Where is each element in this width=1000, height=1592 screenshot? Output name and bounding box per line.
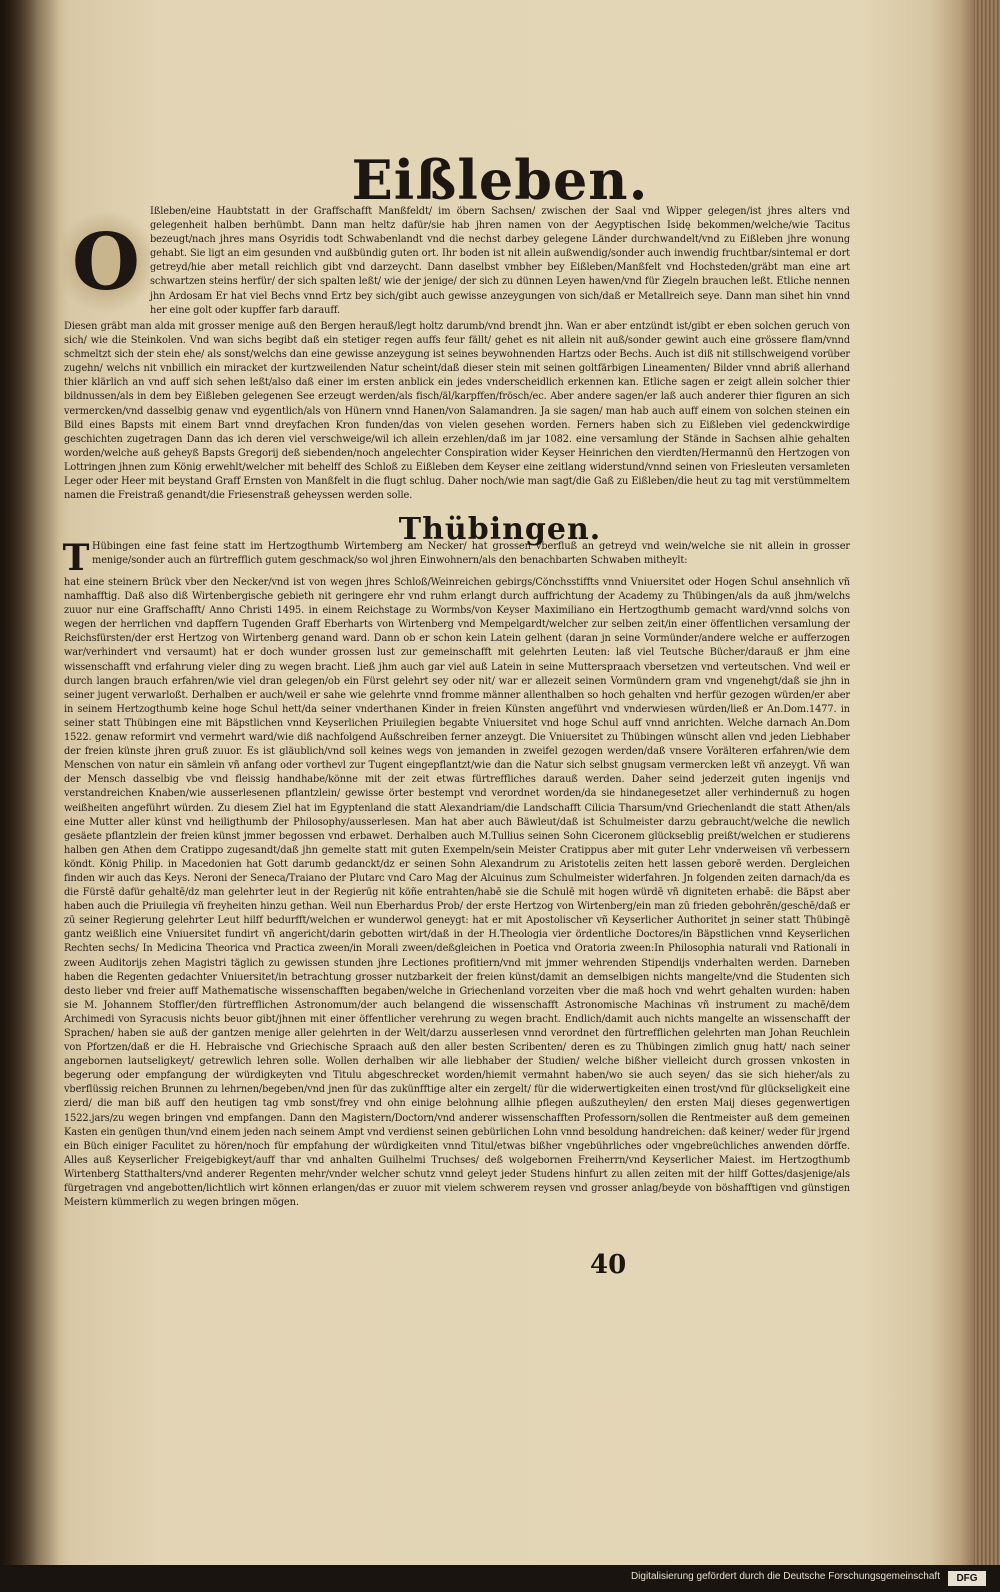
tuebingen-body-paragraph: hat eine steinern Brück vber den Necker/vnd ist von wegen jhres Schloß/Weinreichen gebirgs/Cönchsstiffts vnnd Vniuersitet oder Hogen Schul ansehnlich vñ namhafftig. Daß also diß Wirtenbergische gebieth nit geringere ehr vnd ruhm erlangt durch auffrichtung der Academy zu Thübingen/als da auß jhm/welchs zuuor nur eine Graffschafft/ Anno Christi 1495. in einem Reichstage zu Wormbs/von Keyser Maximiliano ein Hertzogthumb gemacht ward/vnnd solchs von wegen der herrlichen vnd dapffern Tugenden Graff Eberharts von Wirtenberg vnd Mempelgardt/welcher zur selben zeit/in einer öffentlichen versamlung der Reichsfürsten/der erst Hertzog von Wirtenberg genand ward. Dann ob er schon kein Latein gelhent (daran jn seine Vormünder/andere welche er aufferzogen war/verhindert vnd versaumt) hat er doch wunder grossen lust zur gemeinschafft mit gelehrten Leuten: laß viel Teutsche Bücher/darauß er jhm eine wissenschafft vnd erfahrung vieler ding zu wegen bracht. Ließ jhm auch gar viel auß Latein in seine Mutterspraach vbersetzen vnd verteutschen. Vnd weil er durch langen brauch erfahren/wie viel dran gelegen/ob ein Fürst gelehrt sey oder nit/ war er allezeit seinen Vormündern gram vnd vngenehgt/daß sie jhn in seiner jugent verwarloßt. Derhalben er auch/weil er sahe wie gelehrte vnnd fromme männer allenthalben so hoch gehalten vnd herfür gezogen würden/er aber in seinem Hertzogthumb keine hoge Schul hett/da seiner vnderthanen Kinder in freien Künsten angeführt vnd vnderwiesen würden/ließ er An.Dom.1477. in seiner statt Thübingen eine mit Bäpstlichen vnnd Keyserlichen Priuilegien begabte Vniuersitet vnd hoge Schul auff vnnd anrichten. Welche darnach An.Dom 1522. genaw reformirt vnd vermehrt ward/wie diß nachfolgend Außschreiben ferner anzeygt. Die Vniuersitet zu Thübingen wünscht allen vnd jeden Liebhaber der freien künste jhren gruß zuuor. Es ist gläublich/vnd soll keines wegs von jemanden in zweifel gezogen werden/daß vnsere Vorälteren erfahren/wie dem Menschen von natur ein sämlein vñ anfang oder vorthevl zur Tugent eingepflantzt/wie dan die Natur sich selbst gnugsam vermercken leßt vñ anzeygt. Vñ wan der Mensch dasselbig vbe vnd fleissig handhabe/könne mit der zeit etwas fürtreffliches darauß werden. Daher seind jederzeit guten ingenijs vnd verstandreichen Knaben/wie ausserlesenen pflantzlein/ gewisse örter bestempt vnd verordnet worden/da sie hindanegesetzet aller verhindernuß zu hogen weißheiten angeführt würden. Zu diesem Ziel hat im Egyptenland die statt Alexandriam/die Landschafft Cilicia Tharsum/vnd Griechenlandt die statt Athen/als eine Mutter aller künst vnd heiligthumb der Philosophy/ausserlesen. Man hat aber auch Bäwleut/daß ist Schulmeister darzu gebraucht/welche die newlich gesäete pflantzlein der freien künst jmmer begossen vnd erbawet. Derhalben auch M.Tullius seinen Sohn Ciceronem glückseblig preißt/welchen er studierens halben gen Athen dem Cratippo zugesandt/daß jhn gemelte statt mit guten Exempeln/sein Meister Cratippus aber mit guter Lehr vnderweisen vñ verbessern köndt. König Philip. in Macedonien hat Gott darumb gedanckt/dz er seinen Sohn Alexandrum zu Aristotelis zeiten hett lassen geborē werden. Dergleichen finden wir auch das Keys. Neroni der Seneca/Traiano der Plutarc vnd Caro Mag der Alcuinus zum Schulmeister widerfahren. Jn folgenden zeiten darnach/da es die Fürstē dafür gehaltē/dz man gelehrter leut in der Regierūg nit köñe entrahten/habē sie die Schulē mit hogen würdē vñ digniteten erhabē: die Bäpst aber haben auch die Priuilegia vñ freyheiten hinzu gethan. Weil nun Eberhardus Prob/ der erste Hertzog von Wirtenberg/ein man zū frieden gebohrēn/geschē/daß er zū seiner Regierung gelehrter Leut hilff bedurfft/welchen er wunderwol geneygt: hat er mit Apostolischer vñ Keyserlicher Authoritet jn seiner statt Thübingē gantz weißlich eine Vniuersitet fundirt vñ angericht/darin gebotten wirt/daß in der H.Theologia vier ördentliche Doctores/in Bäpstlichen vnnd Keyserlichen Rechten sechs/ In Medicina Theorica vnd Practica zween/in Morali zween/deßgleichen in Poetica vnd Oratoria zween:In Philosophia naturali vnd Rationali in zween Auditorijs zehen Magistri täglich zu gewissen stunden jhre Lectiones profitiern/vnd mit jmmer wehrenden Stipendijs vnderhalten werden. Darneben haben die Regenten gedachter Vniuersitet/in betrachtung grosser nutzbarkeit der freien künst/damit an demselbigen nichts mangelte/vnd die Studenten sich desto lieber vnd freier auff Mathematische wissenschafften begaben/welche in Griechenland vorzeiten vber die maß hoch vnd wehrt gehalten wurden: haben sie M. Johannem Stoffler/den fürtrefflichen Astronomum/der auch belangend die wissenschafft Astronomische Machinas vñ instrument zu machē/dem Archimedi von Syracusis nichts beuor gibt/jhnen mit einer öffentlicher verehrung zu wegen bracht. Endlich/damit auch nichts mangelte an wissenschafft der Sprachen/ haben sie auß der gantzen menige aller gelehrten in der Welt/darzu ausserlesen vnnd verordnet den fürtrefflichen gelehrten man Johan Reuchlein von Pfortzen/daß er die H. Hebraische vnd Griechische Spraach auß den aller besten Scribenten/ deren es zu Thübingen zimlich gnug hatt/ nach seiner angebornen lautseligkeyt/ getrewlich lehren solle. Wollen derhalben wir alle liebhaber der Studien/ welche bißher vielleicht durch grossen vnkosten in begerung oder empfangung der würdigkeyten vnd Titulu abgeschrecket worden/hiemit vermahnt haben/wo sie auch seyen/ das sie sich hieher/als zu vberflüssig reichen Brunnen zu lehrnen/begeben/vnd jnen für das zukünfftige alter ein zergelt/ für die widerwertigkeiten einen trost/vnd für glückseligkeit eine zierd/ die man biß auff den heutigen tag vmb sonst/frey vnd ohn einige belohnung allhie pflegen außzutheylen/ den ersten Maij dieses gegenwertigen 1522.jars/zu wegen bringen vnd empfangen. Dann den Magistern/Doctorn/vnd anderer wissenschafften Professorn/sollen die Rentmeister auß dem gemeinen Kasten ein genügen thun/vnd einem jeden nach seinem Ampt vnd verdienst seinen gebürlichen Lohn vnnd besoldung handreichen: daß keiner/ weder für jrgend ein Büch einiger Faculitet zu hören/noch für empfahung der würdigkeiten vnnd Titul/etwas bißher vngebührliches oder vngebreüchliches anwenden dörffe. Alles auß Keyserlicher Freigebigkeyt/auff thar vnd anhalten Guilhelmi Truchses/ deß wolgebornen Freiherrn/vnd Keyserlicher Maiest. im Hertzogthumb Wirtenberg Statthalters/vnd anderer Regenten mehr/vnder welcher schutz vnnd geleyt jeder Studens hinfurt zu allen zeiten mit der hilff Gottes/dasjenige/als fürgetragen vnd angebotten/lichtlich wirt können erlangen/das er zuuor mit vielem schwerem reysen vnd grosser anlag/beyde von böshafftigen vnd günstigen Meistern kümmerlich zu wegen bringen mögen. bbox=[64, 577, 850, 1209]
heading-tuebingen: Thübingen. bbox=[398, 512, 602, 547]
decorated-initial-t: T bbox=[62, 537, 90, 579]
decorated-initial-o: O bbox=[62, 203, 150, 321]
page-edge bbox=[974, 0, 1000, 1565]
eisleben-body-paragraph: Diesen gräbt man alda mit grosser menige auß den Bergen herauß/legt holtz darumb/vnd brendt jhn. Wan er aber entzündt ist/gibt er eben solchen geruch von sich/ wie die Steinkolen. Vnd wan sichs begibt daß ein stetiger regen auffs feur fällt/ gehet es nit allein nit auß/sonder gewint auch eine grössere flam/vnnd schmeltzt sich der stein ehe/ als sonst/welchs dan eine gewisse anzeygung ist seines beywohnenden Hartzs oder Bechs. Auch ist diß nit stillschweigend vorüber zugehn/ welchs nit vnbillich ein miracket der kurtzweilenden Natur scheint/daß dieser stein mit seinen goltfärbigen Lineamenten/ Bilder vnnd abriß allerhand thier klärlich an vnd auff sich sehen leßt/also daß einer im ersten anblick ein jedes vnderscheidlich erkennen kan. Etliche sagen er zeigt allein solcher thier bildnussen/als in dem bey Eißleben gelegenen See erzeugt werden/als fisch/äl/karpffen/frösch/ec. Aber andere sagen/er laß auch anderer thier figuren an sich vermercken/vnd dasselbig genaw vnd eygentlich/als von Hünern vnnd Hanen/von Salamandren. Ja sie sagen/ man hab auch auff einem von solchen steinen ein Bild eines Bapsts mit einem Bart vnnd dreyfachen Kron funden/das von vielen gesehen worden. Ferners haben sich zu Eißleben viel gedenckwirdige geschichten zugetragen Dann das ich deren viel verschweige/wil ich allein erzehlen/daß im jar 1082. eine versamlung der Stände in Sachsen alhie gehalten worden/welche auß geheyß Bapsts Gregorij deß siebenden/noch angelechter Conspiration wider Keyser Heinrichen den vierdten/Hermannū den Hertzogen von Lottringen jhnen zum König erwehlt/welcher mit behelff des Schloß zu Eißleben dem Keyser eine zeitlang widerstund/vnnd seinen von Friesleuten versamleten Leger oder Heer mit beystand Graff Ernsten von Manßfelt in die flugt schlug. Daher noch/wie man sagt/die Gaß zu Eißleben/die heut zu tag mit verstümmeltem namen die Freistraß genandt/die Friesenstraß geheyssen werden solle. bbox=[64, 321, 850, 502]
gutter-shadow bbox=[0, 0, 60, 1565]
tuebingen-lead-paragraph: Hübingen eine fast feine statt im Hertzogthumb Wirtemberg am Necker/ hat grossen vberfluß an getreyd vnd wein/welche sie nit allein in grosser menige/sonder auch an fürtrefflich gutem geschmack/so wol jhren Einwohnern/als den benachbarten Schwaben mitheylt: bbox=[92, 541, 850, 567]
digitization-footer bbox=[0, 1565, 1000, 1592]
heading-eisleben: Eißleben. bbox=[351, 148, 649, 212]
dfg-logo: DFG bbox=[948, 1571, 986, 1586]
dfg-credit-text: Digitalisierung gefördert durch die Deutsche Forschungsgemeinschaft bbox=[630, 1571, 940, 1582]
eisleben-lead-paragraph: Ißleben/eine Haubtstatt in der Graffschafft Manßfeldt/ im öbern Sachsen/ zwischen der Saal vnd Wipper gelegen/ist jhres alters vnd gelegenheit halben berhümbt. Dann man heltz dafür/sie hab jhren namen von der Aegyptischen Isidę bekommen/welche/wie Tacitus bezeugt/nach jhres mans Osyridis todt Schwabenlandt vnd die nechst darbey gelegene Länder durchwandelt/vnd zu Eißleben jhre wonung gehabt. Sie ligt an eim gesunden vnd außbündig guten ort. Ihr boden ist nit allein außwendig/sonder auch inwendig fruchtbar/sintemal er dort getreyd/hie aber metall reichlich gibt vnd darzeycht. Dann daselbst vmbher bey Eißleben/Manßfelt vnd Hochsteden/gräbt man eine art schwartzen steins herfür/ der sich spalten leßt/ wie der jenige/ der sich zu dünnen Leyen hawen/vnd für Ziegeln brauchen leßt. Etliche nennen jhn Ardosam Er hat viel Bechs vnnd Ertz bey sich/gibt auch gewisse anzeygungen von sich/daß er Metallreich seye. Dann man sihet hin vnnd her eine golt oder kupffer farb darauff. bbox=[150, 206, 850, 316]
page-number: 40 bbox=[590, 1250, 627, 1280]
